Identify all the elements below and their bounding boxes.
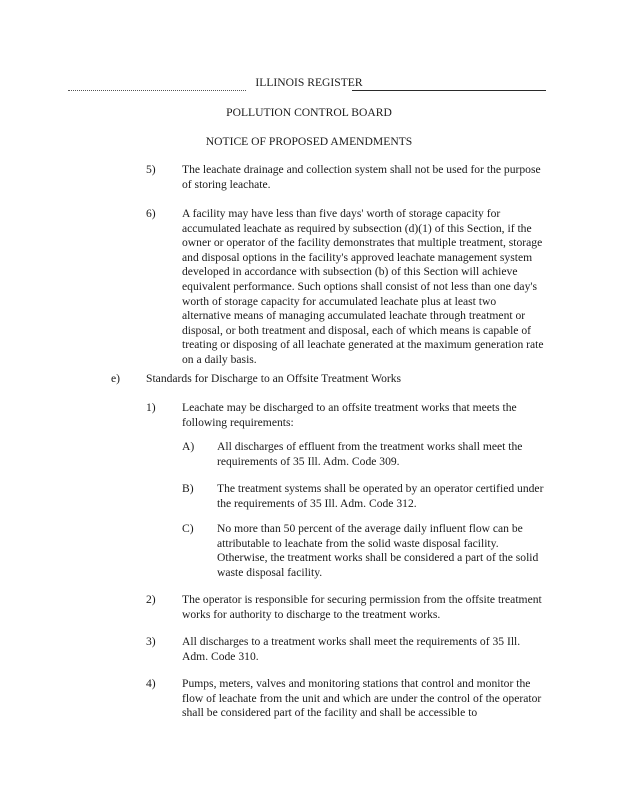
notice-title: NOTICE OF PROPOSED AMENDMENTS <box>205 135 413 148</box>
item-text: A facility may have less than five days' worth of storage capacity for accumulated leachate as required by subsection (d)(1) of this Section, if the owner or operator of the facility demonstrates that multiple treatment, storage and disposal options in the facility's approved leachate management system developed in accordance with subsection (b) of this Section will achieve equivalent performance. Such options shall consist of not less than one day's worth of storage capacity for accumulated leachate plus at least two alternative means of managing accumulated leachate through treatment or disposal, or both treatment and disposal, each of which means is capable of treating or disposing of all leachate generated at the maximum generation rate on a daily basis. <box>182 207 544 366</box>
item-label: 3) <box>146 635 156 648</box>
item-label: 4) <box>146 677 156 690</box>
item-text: All discharges to a treatment works shall meet the requirements of 35 Ill. Adm. Code 310. <box>182 635 521 663</box>
item-label: 1) <box>146 401 156 414</box>
subitem-label: B) <box>182 482 194 495</box>
item-label: 6) <box>146 207 156 220</box>
item-text: The operator is responsible for securing permission from the offsite treatment works for authority to discharge to the treatment works. <box>182 593 542 621</box>
item-text: Pumps, meters, valves and monitoring stations that control and monitor the flow of leachate from the unit and which are under the control of the operator shall be considered part of the facility and shall be accessible to <box>182 677 542 720</box>
section-label: e) <box>111 372 121 385</box>
subitem-text: The treatment systems shall be operated by an operator certified under the requirements of 35 Ill. Adm. Code 312. <box>217 482 544 510</box>
register-title: ILLINOIS REGISTER <box>255 76 363 89</box>
item-text: Leachate may be discharged to an offsite treatment works that meets the following requirements: <box>182 401 517 429</box>
section-heading: Standards for Discharge to an Offsite Treatment Works <box>146 372 402 385</box>
item-text: The leachate drainage and collection system shall not be used for the purpose of storing leachate. <box>182 163 541 191</box>
item-label: 2) <box>146 593 156 606</box>
subitem-text: All discharges of effluent from the treatment works shall meet the requirements of 35 Ill. Adm. Code 309. <box>217 440 523 468</box>
agency-name: POLLUTION CONTROL BOARD <box>226 106 392 119</box>
subitem-label: C) <box>182 522 194 535</box>
item-label: 5) <box>146 163 156 176</box>
subitem-text: No more than 50 percent of the average daily influent flow can be attributable to leachate from the solid waste disposal facility. Otherwise, the treatment works shall be considered a part of the solid waste disposal facility. <box>217 522 539 579</box>
subitem-label: A) <box>182 440 195 453</box>
